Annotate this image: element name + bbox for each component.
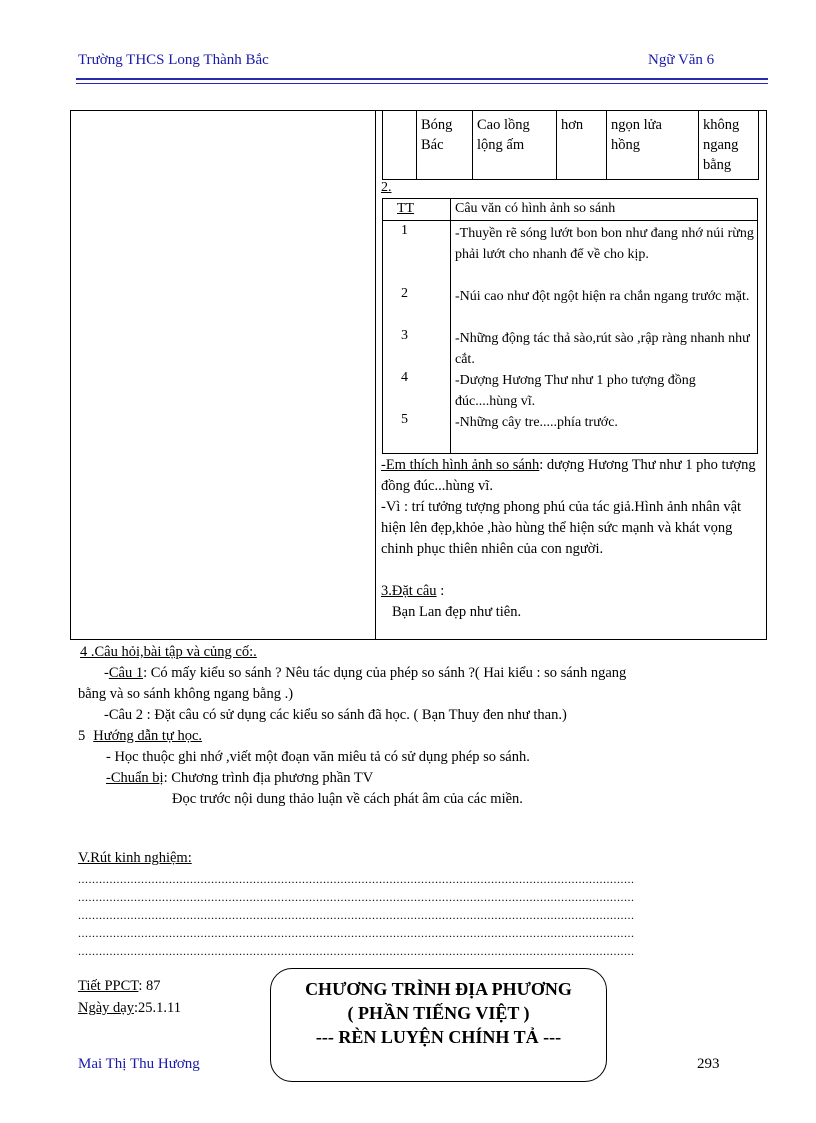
section3-colon: : <box>436 583 445 599</box>
table-cell: ngọn lửa hồng <box>607 111 699 180</box>
tiet-value: : 87 <box>138 978 161 994</box>
header-content: Câu văn có hình ảnh so sánh <box>455 201 616 216</box>
row-number: 5 <box>401 412 408 427</box>
row-number: 4 <box>401 370 408 385</box>
table-cell <box>383 111 417 180</box>
section5-number: 5 <box>78 728 86 744</box>
section4-q1-continued: bằng và so sánh không ngang bằng .) <box>78 686 294 702</box>
section5-title <box>78 726 768 747</box>
page-number: 293 <box>697 1056 720 1072</box>
table-cell: hơn <box>557 111 607 180</box>
review-dotline: ............................................................................................................................................................... <box>78 944 635 958</box>
section3-label: 3.Đặt câu <box>381 583 437 599</box>
review-dotline: ............................................................................................................................................................... <box>78 890 635 904</box>
header-rule-thick <box>76 78 768 80</box>
tiet-label: Tiết PPCT <box>78 978 139 994</box>
comparison-sentences-table <box>382 198 758 454</box>
ngay-value: :25.1.11 <box>133 1000 181 1016</box>
review-dotline: ............................................................................................................................................................... <box>78 872 635 886</box>
row-text: -Những động tác thả sào,rút sào ,rập ràng nhanh như cắt. <box>455 331 750 367</box>
q1-label: Câu 1 <box>108 665 144 681</box>
title-line-1: CHƯƠNG TRÌNH ĐỊA PHƯƠNG <box>305 979 572 999</box>
row-number: 2 <box>401 286 408 301</box>
q1-text: : Có mấy kiểu so sánh ? Nêu tác dụng của phép so sánh ?( Hai kiểu : so sánh ngang <box>143 665 627 681</box>
header-subject: Ngữ Văn 6 <box>648 52 715 68</box>
footer-author: Mai Thị Thu Hương <box>78 1056 200 1072</box>
section5-prep <box>106 768 796 789</box>
section3-sentence: Bạn Lan đẹp như tiên. <box>392 604 522 620</box>
reason-paragraph: -Vì : trí tưởng tượng phong phú của tác giả.Hình ảnh nhân vật hiện lên đẹp,khỏe ,hào hùng thể hiện sức mạnh và khát vọng chinh phục thiên nhiên của con người. <box>381 499 742 557</box>
prep-text: : Chương trình địa phương phần TV <box>163 770 374 786</box>
favorite-text: : dượng Hương Thư như 1 pho tượng đồng đúc...hùng vĩ. <box>381 457 756 494</box>
row-text: -Dượng Hương Thư như 1 pho tượng đồng đúc....hùng vĩ. <box>455 373 696 409</box>
section5-read: Đọc trước nội dung thảo luận về cách phát âm của các miền. <box>172 791 523 807</box>
row-number: 1 <box>401 223 408 238</box>
comparison-table <box>382 110 759 180</box>
section4-title: 4 .Câu hỏi,bài tập và củng cố:. <box>80 644 257 660</box>
section5-title-text: Hướng dẫn tự học. <box>93 728 203 744</box>
section4-q1: -Câu 1: Có mấy kiểu so sánh ? Nêu tác dụng của phép so sánh ?( Hai kiểu : so sánh ngang <box>104 665 627 681</box>
teaching-date <box>78 1000 181 1017</box>
review-dotline: ............................................................................................................................................................... <box>78 908 635 922</box>
prep-label: -Chuẩn bị <box>106 770 164 786</box>
header-school: Trường THCS Long Thành Bắc <box>78 52 269 68</box>
row-number: 3 <box>401 328 408 343</box>
table-row <box>383 111 759 180</box>
lesson-table-divider <box>375 111 376 639</box>
favorite-paragraph <box>381 455 761 497</box>
title-line-3: --- RÈN LUYỆN CHÍNH TẢ --- <box>315 1027 562 1047</box>
lesson-number <box>78 978 161 995</box>
row-text: -Những cây tre.....phía trước. <box>455 415 618 430</box>
table-column-divider <box>450 199 451 453</box>
row-text: -Núi cao như đột ngột hiện ra chắn ngang trước mặt. <box>455 289 750 304</box>
section3-heading <box>381 581 761 602</box>
title-line-2: ( PHẦN TIẾNG VIỆT ) <box>347 1003 530 1023</box>
ngay-label: Ngày dạy <box>78 1000 134 1016</box>
table-cell: Cao lồng lộng ấm <box>473 111 557 180</box>
review-title: V.Rút kinh nghiệm: <box>78 850 192 866</box>
review-dotline: ............................................................................................................................................................... <box>78 926 635 940</box>
table-cell: Bóng Bác <box>417 111 473 180</box>
section4-q2: -Câu 2 : Đặt câu có sử dụng các kiểu so sánh đã học. ( Bạn Thuy đen như than.) <box>104 707 567 723</box>
row-text: -Thuyền rẽ sóng lướt bon bon như đang nhớ núi rừng phải lướt cho nhanh để về cho kịp. <box>455 226 754 262</box>
table-cell: không ngang bằng <box>699 111 759 180</box>
header-rule-thin <box>76 83 768 84</box>
section2-label: 2. <box>381 180 392 195</box>
lesson-title-box <box>270 968 607 1082</box>
section5-item1: - Học thuộc ghi nhớ ,viết một đoạn văn miêu tả có sử dụng phép so sánh. <box>106 749 530 765</box>
header-tt: TT <box>397 201 415 216</box>
favorite-label: -Em thích hình ảnh so sánh <box>381 457 540 473</box>
